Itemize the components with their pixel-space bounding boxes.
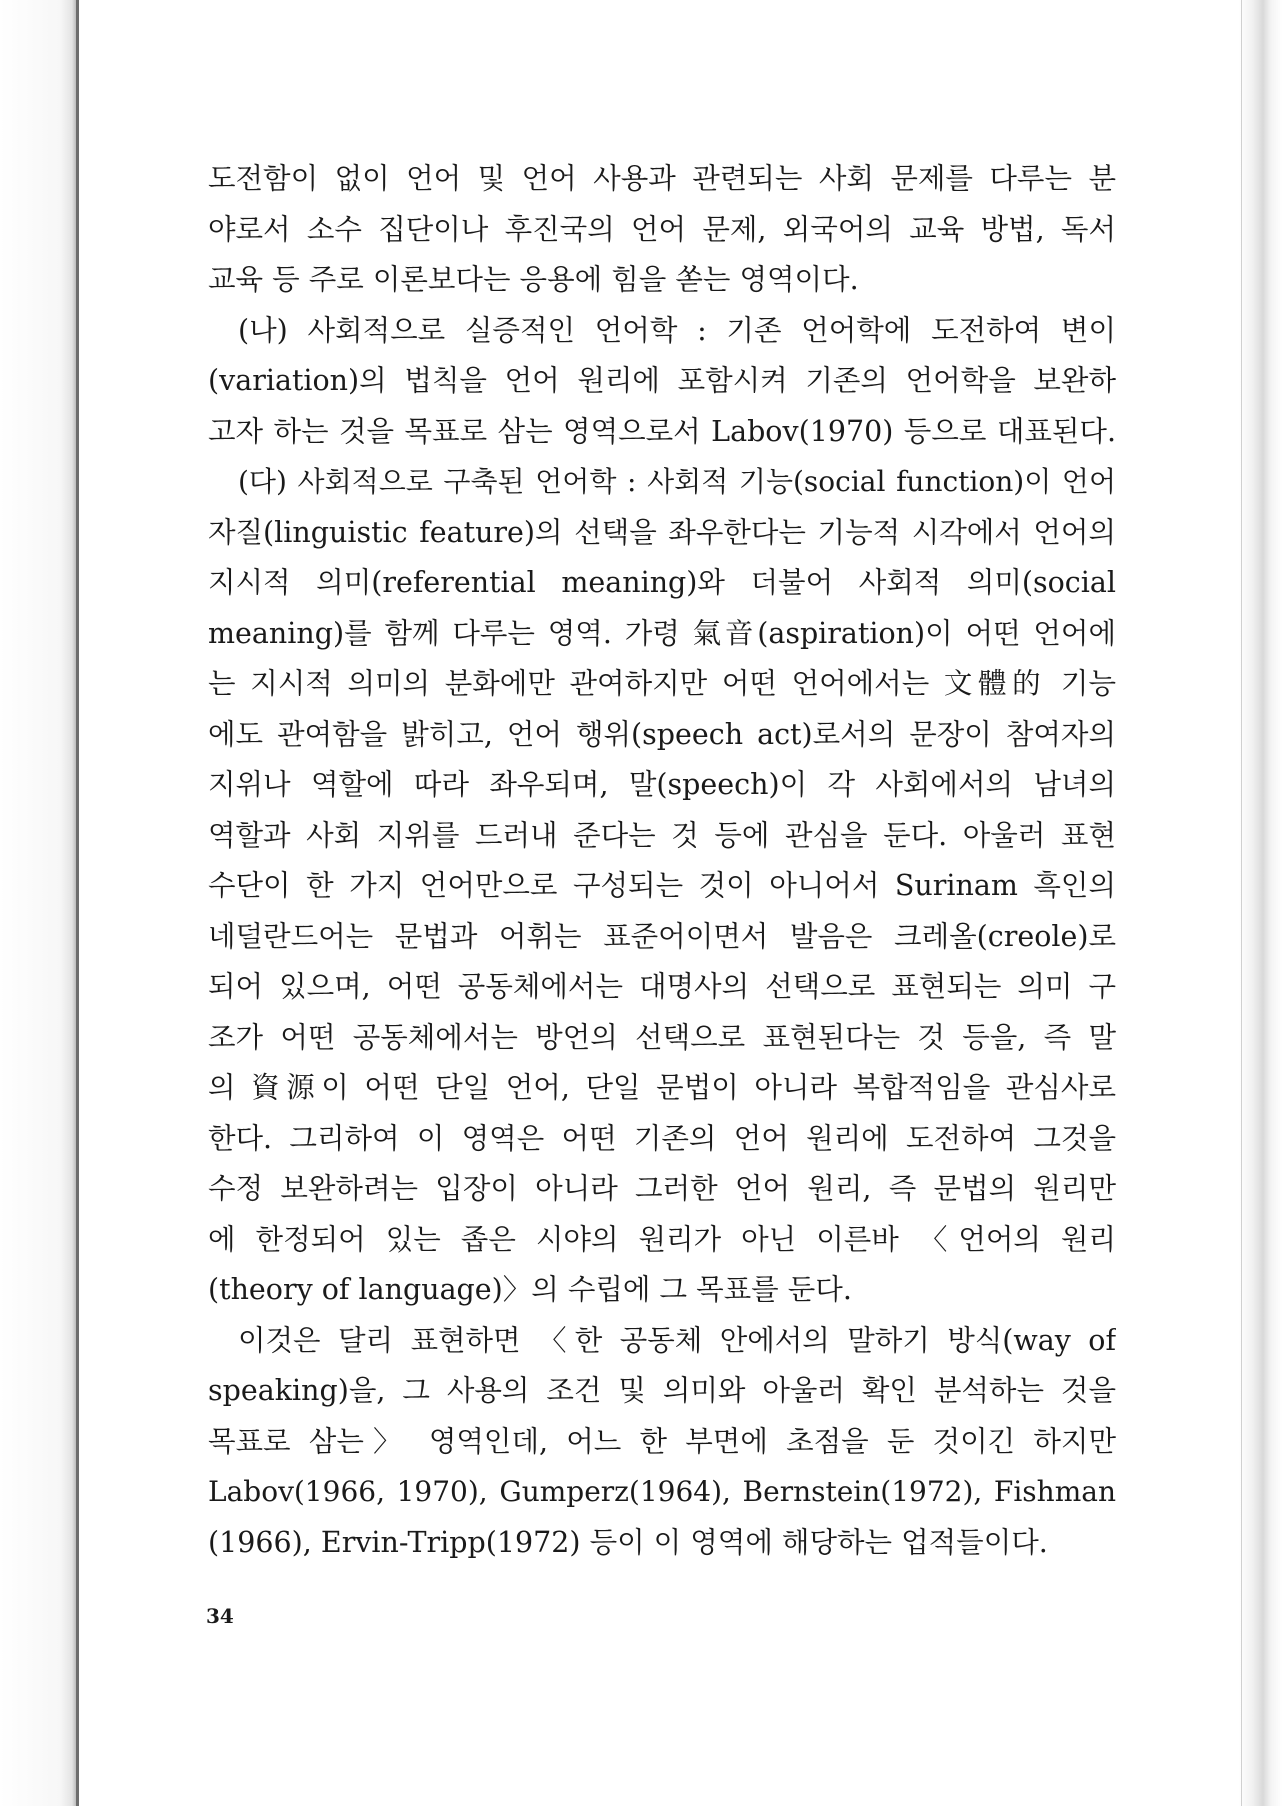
page-right-edge bbox=[1239, 0, 1282, 1806]
text-line: 한다. 그리하여 이 영역은 어떤 기존의 언어 원리에 도전하여 그것을 bbox=[208, 1121, 1116, 1155]
body-text bbox=[208, 154, 1116, 1568]
text-line: 고자 하는 것을 목표로 삼는 영역으로서 Labov(1970) 등으로 대표된다. bbox=[208, 414, 1116, 448]
text-line: 도전함이 없이 언어 및 언어 사용과 관련되는 사회 문제를 다루는 분 bbox=[208, 162, 1116, 195]
text-line: 수단이 한 가지 언어만으로 구성되는 것이 아니어서 Surinam 흑인의 bbox=[208, 869, 1116, 902]
text-line: 이것은 달리 표현하면 〈한 공동체 안에서의 말하기 방식(way of bbox=[238, 1323, 1116, 1357]
text-line: (theory of language)〉의 수립에 그 목표를 둔다. bbox=[208, 1273, 852, 1306]
text-line: (다) 사회적으로 구축된 언어학 : 사회적 기능(social function)이 언어 bbox=[238, 465, 1116, 498]
text-line: meaning)를 함께 다루는 영역. 가령 氣音(aspiration)이 어떤 언어에 bbox=[208, 616, 1116, 650]
book-spine-shadow bbox=[0, 0, 78, 1806]
page-right-edge-line bbox=[1241, 0, 1242, 1806]
text-line: 의 資源이 어떤 단일 언어, 단일 문법이 아니라 복합적임을 관심사로 bbox=[208, 1071, 1116, 1104]
text-line: 지위나 역할에 따라 좌우되며, 말(speech)이 각 사회에서의 남녀의 bbox=[208, 768, 1116, 801]
text-line: 되어 있으며, 어떤 공동체에서는 대명사의 선택으로 표현되는 의미 구 bbox=[208, 970, 1116, 1003]
text-line: speaking)을, 그 사용의 조건 및 의미와 아울러 확인 분석하는 것을 bbox=[208, 1374, 1116, 1407]
text-line: 역할과 사회 지위를 드러내 준다는 것 등에 관심을 둔다. 아울러 표현 bbox=[208, 818, 1116, 852]
text-line: 수정 보완하려는 입장이 아니라 그러한 언어 원리, 즉 문법의 원리만 bbox=[208, 1172, 1116, 1205]
text-line: 야로서 소수 집단이나 후진국의 언어 문제, 외국어의 교육 방법, 독서 bbox=[208, 212, 1116, 246]
text-line: 네덜란드어는 문법과 어휘는 표준어이면서 발음은 크레올(creole)로 bbox=[208, 919, 1116, 953]
text-line: 는 지시적 의미의 분화에만 관여하지만 어떤 언어에서는 文體的 기능 bbox=[208, 667, 1116, 700]
page-number: 34 bbox=[206, 1604, 234, 1628]
text-line: (나) 사회적으로 실증적인 언어학 : 기존 언어학에 도전하여 변이 bbox=[238, 313, 1116, 347]
text-line: 자질(linguistic feature)의 선택을 좌우한다는 기능적 시각에서 언어의 bbox=[208, 515, 1116, 549]
text-line: 지시적 의미(referential meaning)와 더불어 사회적 의미(social bbox=[208, 566, 1116, 599]
text-line: 조가 어떤 공동체에서는 방언의 선택으로 표현된다는 것 등을, 즉 말 bbox=[208, 1020, 1116, 1054]
text-line: 에 한정되어 있는 좁은 시야의 원리가 아닌 이른바 〈언어의 원리 bbox=[208, 1222, 1116, 1256]
text-line: 목표로 삼는〉 영역인데, 어느 한 부면에 초점을 둔 것이긴 하지만 bbox=[208, 1424, 1116, 1458]
text-line: Labov(1966, 1970), Gumperz(1964), Bernstein(1972), Fishman bbox=[208, 1475, 1116, 1508]
text-line: 교육 등 주로 이론보다는 응용에 힘을 쏟는 영역이다. bbox=[208, 263, 859, 296]
text-line: (variation)의 법칙을 언어 원리에 포함시켜 기존의 언어학을 보완하 bbox=[208, 364, 1116, 397]
text-line: (1966), Ervin-Tripp(1972) 등이 이 영역에 해당하는 업적들이다. bbox=[208, 1525, 1048, 1559]
text-line: 에도 관여함을 밝히고, 언어 행위(speech act)로서의 문장이 참여자의 bbox=[208, 717, 1116, 751]
